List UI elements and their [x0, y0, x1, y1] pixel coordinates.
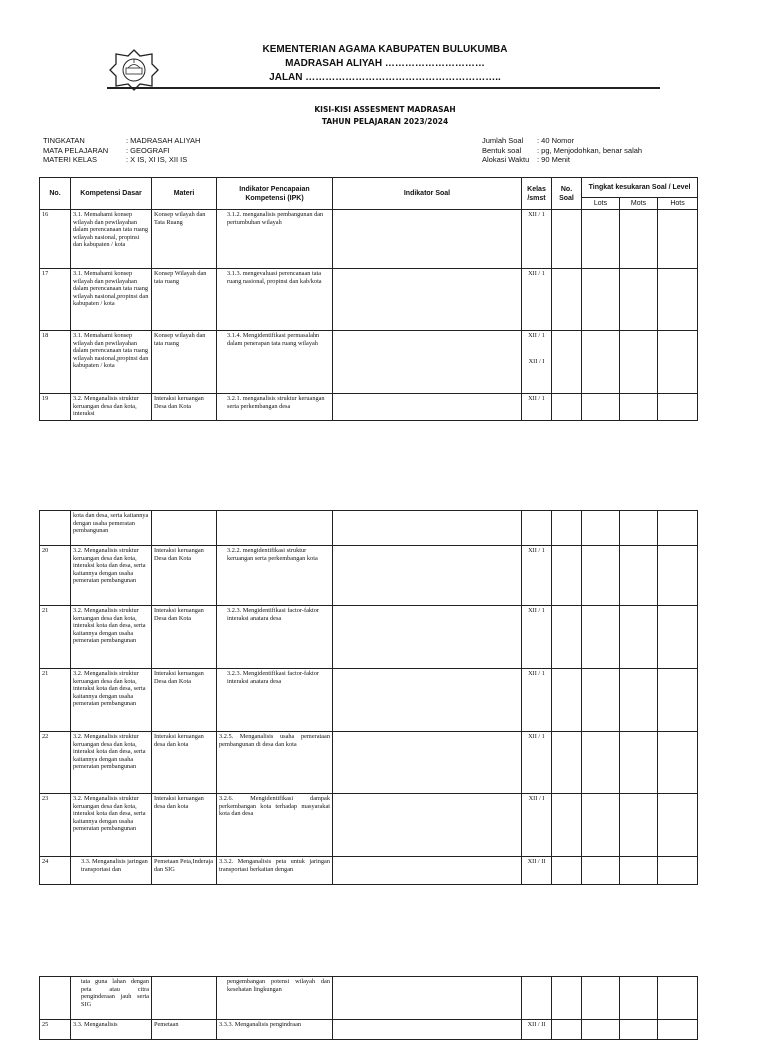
row-ipk: 3.2.1. menganalisis struktur keruangan serta perkembangan desa: [217, 394, 333, 421]
row-hots: [658, 394, 698, 421]
row-indikator-soal: [333, 732, 522, 794]
row-no-soal: [552, 857, 582, 885]
row-no: 16: [40, 210, 71, 269]
header-lots: Lots: [582, 198, 620, 210]
row-no-soal: [552, 1020, 582, 1040]
row-no-soal: [552, 269, 582, 331]
row-no-soal: [552, 511, 582, 546]
row-indikator-soal: [333, 511, 522, 546]
header-level: Tingkat kesukaran Soal / Level: [582, 178, 698, 198]
school-name: MADRASAH ALIYAH …………………………: [285, 58, 485, 69]
row-mots: [620, 669, 658, 732]
row-kelas: XII / II: [522, 857, 552, 885]
row-mots: [620, 977, 658, 1020]
row-kelas: XII / 1: [522, 732, 552, 794]
row-kd: 3.3. Menganalisis: [71, 1020, 152, 1040]
kementerian-agama-logo: [108, 48, 160, 92]
table-row-continuation: [40, 977, 698, 1020]
row-no-soal: [552, 546, 582, 606]
row-lots: [582, 210, 620, 269]
row-no: 22: [40, 732, 71, 794]
row-no: 19: [40, 394, 71, 421]
row-kd: 3.2. Menganalisis struktur keruangan desa dan kota, interaksi kota dan desa, serta kaitannya dengan usaha pemeratan pembangunan: [71, 732, 152, 794]
header-ipk: Indikator Pencapaian Kompetensi (IPK): [217, 178, 333, 210]
row-no-soal: [552, 794, 582, 857]
row-kelas: XII / 1: [522, 669, 552, 732]
meta-value: : pg, Menjodohkan, benar salah: [537, 145, 643, 155]
row-materi: Interaksi keruangan Desa dan Kota: [152, 394, 217, 421]
row-kd: 3.2. Menganalisis struktur keruangan desa dan kota, interaksi kota dan desa, serta kaitannya dengan usaha pemeratan pembangunan: [71, 794, 152, 857]
kisi-kisi-table-page-3: [39, 976, 698, 1040]
row-no-soal: [552, 732, 582, 794]
table-row: [40, 210, 698, 269]
meta-label: TINGKATAN: [43, 136, 85, 145]
meta-label: Alokasi Waktu: [482, 155, 530, 164]
row-materi: Pemetaan Peta,Inderaja dan SIG: [152, 857, 217, 885]
row-hots: [658, 606, 698, 669]
row-mots: [620, 331, 658, 394]
row-indikator-soal: [333, 210, 522, 269]
row-lots: [582, 794, 620, 857]
table-row: [40, 394, 698, 421]
row-no: 24: [40, 857, 71, 885]
row-mots: [620, 732, 658, 794]
meta-value: : X IS, XI IS, XII IS: [126, 155, 188, 164]
meta-label: Jumlah Soal: [482, 136, 524, 145]
table-row: [40, 794, 698, 857]
header-no-soal: No. Soal: [552, 178, 582, 210]
row-kelas: [522, 977, 552, 1020]
table-row: [40, 857, 698, 885]
row-lots: [582, 331, 620, 394]
row-kelas: XII / 1: [522, 546, 552, 606]
row-mots: [620, 511, 658, 546]
meta-value: : GEOGRAFI: [126, 145, 170, 155]
row-kd: 3.1. Memahami konsep wilayah dan pewilayahan dalam perencanaan tata ruang wilayah nasional,propinsi dan kabupaten / kota: [71, 269, 152, 331]
row-kd: kota dan desa, serta kaitannya dengan usaha pemeratan pembangunan: [71, 511, 152, 546]
row-materi: Interaksi keruangan Desa dan Kota: [152, 669, 217, 732]
row-lots: [582, 1020, 620, 1040]
row-indikator-soal: [333, 269, 522, 331]
kisi-kisi-table-page-1: [39, 177, 698, 421]
row-no: 23: [40, 794, 71, 857]
school-address: JALAN …………………………………………………..: [269, 72, 501, 83]
table-row: [40, 269, 698, 331]
table-row: [40, 732, 698, 794]
row-indikator-soal: [333, 606, 522, 669]
header-hots: Hots: [658, 198, 698, 210]
row-mots: [620, 269, 658, 331]
row-ipk: 3.2.5. Menganalisis usaha pemerataan pembangunan di desa dan kota: [217, 732, 333, 794]
row-no: 25: [40, 1020, 71, 1040]
row-ipk: 3.1.4. Mengidentifikasi permasalahn dalam penerapan tata ruang wilayah: [217, 331, 333, 394]
row-lots: [582, 977, 620, 1020]
row-materi: [152, 511, 217, 546]
meta-label: Bentuk soal: [482, 145, 522, 155]
row-mots: [620, 857, 658, 885]
meta-value: : MADRASAH ALIYAH: [126, 136, 201, 145]
row-no-soal: [552, 606, 582, 669]
institution-name: KEMENTERIAN AGAMA KABUPATEN BULUKUMBA: [262, 44, 508, 55]
row-no: 17: [40, 269, 71, 331]
header-divider: [107, 87, 660, 89]
header-no: No.: [40, 178, 71, 210]
row-hots: [658, 546, 698, 606]
row-no: [40, 511, 71, 546]
document-title: [230, 104, 540, 128]
row-kelas: XII / 1: [522, 210, 552, 269]
header-kelas: Kelas /smst: [522, 178, 552, 210]
row-indikator-soal: [333, 331, 522, 394]
table-row: [40, 331, 698, 394]
row-ipk: 3.2.3. Mengidentifikasi factor-faktor interaksi anatara desa: [217, 669, 333, 732]
row-no-soal: [552, 331, 582, 394]
row-mots: [620, 546, 658, 606]
row-indikator-soal: [333, 977, 522, 1020]
row-kd: 3.3. Menganalisis jaringan transportasi dan: [71, 857, 152, 885]
row-no-soal: [552, 210, 582, 269]
row-ipk: 3.2.3. Mengidentifikasi factor-faktor interaksi anatara desa: [217, 606, 333, 669]
row-materi: Interaksi keruangan desa dan kota: [152, 794, 217, 857]
row-mots: [620, 606, 658, 669]
row-no: 21: [40, 606, 71, 669]
row-ipk: 3.3.2. Menganalisis peta untuk jaringan transportasi berkaitan dengan: [217, 857, 333, 885]
row-materi: Konsep wilayah dan Tata Ruang: [152, 210, 217, 269]
row-indikator-soal: [333, 546, 522, 606]
row-hots: [658, 794, 698, 857]
meta-value: : 90 Menit: [537, 155, 570, 164]
meta-label: MATERI KELAS: [43, 155, 98, 164]
row-ipk: 3.3.3. Menganalisis pengindraan: [217, 1020, 333, 1040]
row-hots: [658, 977, 698, 1020]
header-materi: Materi: [152, 178, 217, 210]
row-kelas-value: XII / I: [528, 357, 545, 365]
table-row: [40, 606, 698, 669]
row-indikator-soal: [333, 394, 522, 421]
row-kd: 3.2. Menganalisis struktur keruangan desa dan kota, interaksi kota dan desa, serta kaitannya dengan usaha pemeratan pembangunan: [71, 669, 152, 732]
row-no: 18: [40, 331, 71, 394]
header-indikator-soal: Indikator Soal: [333, 178, 522, 210]
row-indikator-soal: [333, 857, 522, 885]
row-no-soal: [552, 977, 582, 1020]
row-no-soal: [552, 669, 582, 732]
row-ipk: 3.2.2. mengidentifikasi struktur keruangan serta perkembangan kota: [217, 546, 333, 606]
row-kelas: XII / II: [522, 1020, 552, 1040]
row-ipk: 3.2.6. Mengidentifikasi dampak perkembangan kota terhadap masyarakat kota dan desa: [217, 794, 333, 857]
row-kelas: [522, 511, 552, 546]
row-kd: 3.1. Memahami konsep wilayah dan pewilayahan dalam perencanaan tata ruang wilayah nasional, propinsi dan kabupaten / kota: [71, 210, 152, 269]
row-indikator-soal: [333, 794, 522, 857]
row-hots: [658, 732, 698, 794]
table-row: [40, 1020, 698, 1040]
row-materi: Pemetaan: [152, 1020, 217, 1040]
row-kd: 3.1. Memahami konsep wilayah dan pewilayahan dalam perencanaan tata ruang wilayah nasional,propinsi dan kabupaten / kota: [71, 331, 152, 394]
meta-value: : 40 Nomor: [537, 136, 575, 145]
row-kelas: XII / 1: [522, 394, 552, 421]
row-hots: [658, 331, 698, 394]
row-kelas-value: XII / 1: [528, 332, 545, 339]
row-mots: [620, 394, 658, 421]
row-materi: Konsep wilayah dan tata ruang: [152, 331, 217, 394]
row-no-soal: [552, 394, 582, 421]
row-no: 21: [40, 669, 71, 732]
row-kelas: XII / 1: [522, 269, 552, 331]
title-line-2: TAHUN PELAJARAN 2023/2024: [321, 117, 449, 126]
row-no: [40, 977, 71, 1020]
meta-label: MATA PELAJARAN: [43, 145, 109, 155]
row-hots: [658, 511, 698, 546]
row-lots: [582, 606, 620, 669]
table-row: [40, 669, 698, 732]
kisi-kisi-table-page-2: [39, 510, 698, 885]
row-hots: [658, 1020, 698, 1040]
row-hots: [658, 669, 698, 732]
meta-right: [482, 136, 642, 165]
row-indikator-soal: [333, 1020, 522, 1040]
row-indikator-soal: [333, 669, 522, 732]
row-ipk: 3.1.2. menganalisis pembangunan dan pertumbuhan wilayah: [217, 210, 333, 269]
row-lots: [582, 394, 620, 421]
row-materi: Interaksi keruangan Desa dan Kota: [152, 546, 217, 606]
row-lots: [582, 669, 620, 732]
row-lots: [582, 857, 620, 885]
row-kelas: XII / I: [522, 794, 552, 857]
row-ipk: [217, 511, 333, 546]
row-materi: Konsep Wilayah dan tata ruang: [152, 269, 217, 331]
row-hots: [658, 269, 698, 331]
row-ipk: pengembangan potensi wilayah dan kesehatan lingkungan: [217, 977, 333, 1020]
row-hots: [658, 857, 698, 885]
row-kd: tata guna lahan dengan peta atau citra penginderaan jauh serta SIG: [71, 977, 152, 1020]
row-no: 20: [40, 546, 71, 606]
row-lots: [582, 732, 620, 794]
row-kd: 3.2. Menganalisis struktur keruangan desa dan kota, interaksi kota dan desa, serta kaitannya dengan usaha pemeratan pembangunan: [71, 606, 152, 669]
meta-left: [43, 136, 200, 165]
row-materi: Interaksi keruangan desa dan kota: [152, 732, 217, 794]
row-hots: [658, 210, 698, 269]
row-mots: [620, 794, 658, 857]
row-lots: [582, 546, 620, 606]
table-row-continuation: [40, 511, 698, 546]
row-mots: [620, 210, 658, 269]
row-kelas: XII / 1: [522, 606, 552, 669]
row-materi: Interaksi keruangan Desa dan Kota: [152, 606, 217, 669]
row-mots: [620, 1020, 658, 1040]
header-kompetensi-dasar: Kompetensi Dasar: [71, 178, 152, 210]
row-kelas: [522, 331, 552, 394]
row-kd: 3.2. Menganalisis struktur keruangan desa dan kota, interaksi: [71, 394, 152, 421]
row-lots: [582, 269, 620, 331]
row-kd: 3.2. Menganalisis struktur keruangan desa dan kota, interaksi kota dan desa, serta kaitannya dengan usaha pemeratan pembangunan: [71, 546, 152, 606]
row-ipk: 3.1.3. mengevaluasi perencanaan tata ruang nasional, propinsi dan kab/kota: [217, 269, 333, 331]
table-row: [40, 546, 698, 606]
header-mots: Mots: [620, 198, 658, 210]
row-lots: [582, 511, 620, 546]
row-materi: [152, 977, 217, 1020]
title-line-1: KISI-KISI ASSESMENT MADRASAH: [314, 105, 456, 114]
